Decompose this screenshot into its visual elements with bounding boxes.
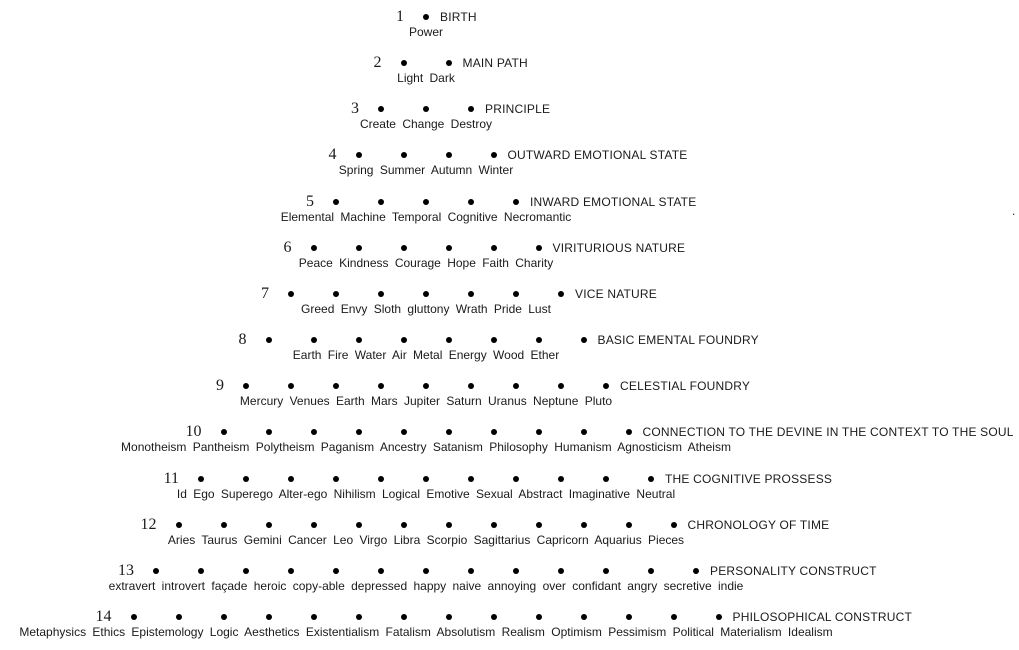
node-dot <box>311 429 317 435</box>
node-dot <box>333 476 339 482</box>
node-dot <box>311 522 317 528</box>
node-dot <box>581 522 587 528</box>
row-title: PRINCIPLE <box>485 102 551 117</box>
row-title: CHRONOLOGY OF TIME <box>687 517 830 532</box>
node-dot <box>423 199 429 205</box>
node-dot <box>333 568 339 574</box>
node-dot <box>513 199 519 205</box>
row-number: 6 <box>283 238 292 256</box>
node-dot <box>311 337 317 343</box>
row-number: 13 <box>118 561 134 579</box>
row-title: CONNECTION TO THE DEVINE IN THE CONTEXT TO THE SOUL <box>642 425 1014 440</box>
node-dot <box>221 429 227 435</box>
node-dot <box>446 522 452 528</box>
node-dot <box>401 60 407 66</box>
row-title: BASIC EMENTAL FOUNDRY <box>597 333 759 348</box>
row-labels: Monotheism Pantheism Polytheism Paganism Ancestry Satanism Philosophy Humanism Agnosticism Atheism <box>121 440 731 455</box>
row-title: PERSONALITY CONSTRUCT <box>710 563 877 578</box>
stray-mark: . <box>1012 204 1016 218</box>
row-title: PHILOSOPHICAL CONSTRUCT <box>732 609 913 624</box>
node-dot <box>378 291 384 297</box>
row-title: THE COGNITIVE PROSSESS <box>665 471 833 486</box>
node-dot <box>288 568 294 574</box>
node-dot <box>131 614 137 620</box>
row-title: MAIN PATH <box>462 56 528 71</box>
node-dot <box>648 568 654 574</box>
node-dot <box>558 383 564 389</box>
node-dot <box>356 152 362 158</box>
node-dot <box>603 476 609 482</box>
node-dot <box>626 429 632 435</box>
node-dot <box>626 614 632 620</box>
row-labels: extravert introvert façade heroic copy-able depressed happy naive annoying over confidant angry secretive indie <box>108 578 744 593</box>
node-dot <box>378 476 384 482</box>
node-dot <box>176 522 182 528</box>
row-number: 12 <box>140 515 157 533</box>
node-dot <box>288 291 294 297</box>
row-labels: Light Dark <box>397 71 455 86</box>
row-labels: Metaphysics Ethics Epistemology Logic Aesthetics Existentialism Fatalism Absolutism Realism Optimism Pessimism Political Materialism Idealism <box>19 624 833 639</box>
node-dot <box>243 568 249 574</box>
node-dot <box>176 614 182 620</box>
row-labels: Power <box>408 25 444 39</box>
row-labels: Greed Envy Sloth gluttony Wrath Pride Lust <box>301 301 551 316</box>
node-dot <box>468 476 474 482</box>
row-title: OUTWARD EMOTIONAL STATE <box>507 148 688 163</box>
node-dot <box>536 522 542 528</box>
row-title: VICE NATURE <box>575 286 657 301</box>
node-dot <box>513 383 519 389</box>
row-number: 5 <box>306 192 314 210</box>
node-dot <box>513 291 519 297</box>
node-dot <box>423 14 429 20</box>
node-dot <box>243 476 249 482</box>
row-number: 9 <box>216 377 224 395</box>
node-dot <box>311 614 317 620</box>
node-dot <box>356 522 362 528</box>
node-dot <box>221 522 227 528</box>
node-dot <box>536 245 542 251</box>
node-dot <box>491 337 497 343</box>
node-dot <box>468 291 474 297</box>
node-dot <box>356 614 362 620</box>
node-dot <box>468 383 474 389</box>
node-dot <box>356 337 362 343</box>
node-dot <box>626 522 632 528</box>
node-dot <box>266 337 272 343</box>
node-dot <box>423 383 429 389</box>
node-dot <box>153 568 159 574</box>
row-labels: Aries Taurus Gemini Cancer Leo Virgo Libra Scorpio Sagittarius Capricorn Aquarius Pieces <box>167 532 685 547</box>
node-dot <box>356 429 362 435</box>
node-dot <box>693 568 699 574</box>
node-dot <box>603 568 609 574</box>
row-number: 7 <box>261 284 269 302</box>
node-dot <box>423 291 429 297</box>
node-dot <box>581 614 587 620</box>
node-dot <box>513 568 519 574</box>
node-dot <box>491 429 497 435</box>
row-number: 14 <box>95 607 112 625</box>
node-dot <box>671 614 677 620</box>
node-dot <box>423 106 429 112</box>
node-dot <box>558 291 564 297</box>
row-number: 1 <box>396 8 404 25</box>
node-dot <box>423 476 429 482</box>
node-dot <box>446 60 452 66</box>
node-dot <box>446 614 452 620</box>
node-dot <box>198 568 204 574</box>
node-dot <box>333 291 339 297</box>
node-dot <box>401 522 407 528</box>
node-dot <box>378 199 384 205</box>
node-dot <box>401 614 407 620</box>
node-dot <box>311 245 317 251</box>
row-labels: Peace Kindness Courage Hope Faith Charity <box>298 255 554 270</box>
node-dot <box>378 568 384 574</box>
node-dot <box>468 199 474 205</box>
node-dot <box>491 245 497 251</box>
row-labels: Spring Summer Autumn Winter <box>338 163 514 178</box>
node-dot <box>558 476 564 482</box>
node-dot <box>266 429 272 435</box>
node-dot <box>378 106 384 112</box>
node-dot <box>198 476 204 482</box>
node-dot <box>671 522 677 528</box>
node-dot <box>491 522 497 528</box>
node-dot <box>288 476 294 482</box>
node-dot <box>648 476 654 482</box>
node-dot <box>288 383 294 389</box>
node-dot <box>491 152 497 158</box>
row-number: 8 <box>238 331 247 349</box>
row-labels: Earth Fire Water Air Metal Energy Wood Ether <box>292 348 560 363</box>
node-dot <box>378 383 384 389</box>
row-labels: Id Ego Superego Alter-ego Nihilism Logical Emotive Sexual Abstract Imaginative Neutral <box>176 486 676 501</box>
node-dot <box>446 152 452 158</box>
node-dot <box>536 614 542 620</box>
row-title: BIRTH <box>440 10 477 24</box>
row-labels: Create Change Destroy <box>359 117 493 132</box>
node-dot <box>558 568 564 574</box>
row-title: CELESTIAL FOUNDRY <box>620 379 751 394</box>
node-dot <box>446 245 452 251</box>
node-dot <box>446 337 452 343</box>
node-dot <box>716 614 722 620</box>
row-number: 11 <box>163 469 179 487</box>
row-number: 2 <box>373 54 382 72</box>
node-dot <box>513 476 519 482</box>
node-dot <box>536 337 542 343</box>
row-number: 4 <box>328 146 337 164</box>
node-dot <box>491 614 497 620</box>
node-dot <box>333 383 339 389</box>
node-dot <box>401 245 407 251</box>
node-dot <box>446 429 452 435</box>
row-title: VIRITURIOUS NATURE <box>552 240 686 255</box>
node-dot <box>468 106 474 112</box>
node-dot <box>581 337 587 343</box>
node-dot <box>401 429 407 435</box>
node-dot <box>266 522 272 528</box>
node-dot <box>401 337 407 343</box>
node-dot <box>423 568 429 574</box>
node-dot <box>581 429 587 435</box>
node-dot <box>468 568 474 574</box>
row-title: INWARD EMOTIONAL STATE <box>530 194 697 209</box>
node-dot <box>333 199 339 205</box>
node-dot <box>603 383 609 389</box>
row-number: 10 <box>185 423 202 441</box>
row-labels: Mercury Venues Earth Mars Jupiter Saturn Uranus Neptune Pluto <box>239 394 613 409</box>
node-dot <box>401 152 407 158</box>
node-dot <box>221 614 227 620</box>
row-labels: Elemental Machine Temporal Cognitive Necromantic <box>280 209 572 224</box>
node-dot <box>266 614 272 620</box>
row-number: 3 <box>351 100 359 118</box>
node-dot <box>243 383 249 389</box>
node-dot <box>356 245 362 251</box>
node-dot <box>536 429 542 435</box>
